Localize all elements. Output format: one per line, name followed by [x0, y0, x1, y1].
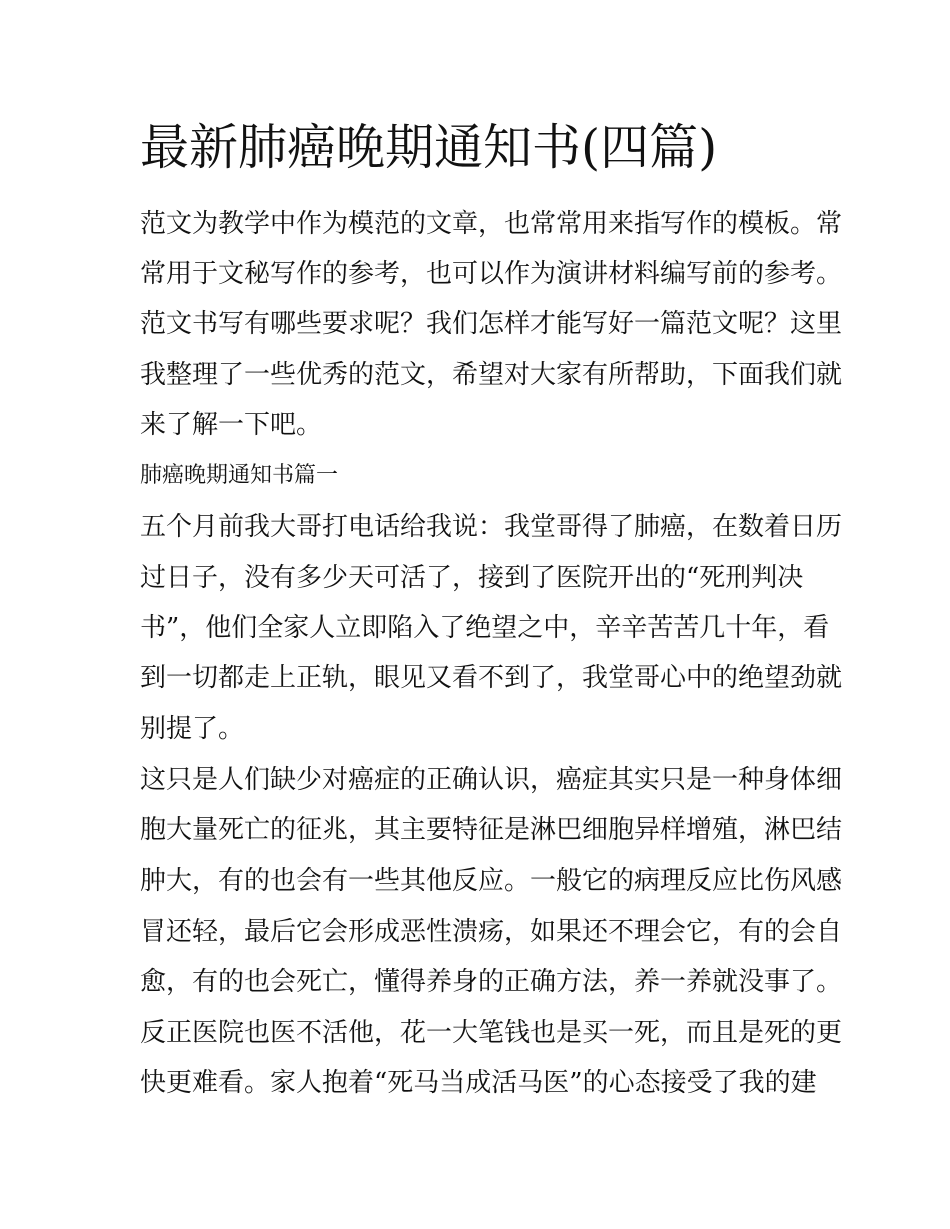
paragraph-line: 肿大，有的也会有一些其他反应。一般它的病理反应比伤风感 [140, 866, 843, 896]
paragraph-line: 冒还轻，最后它会形成恶性溃疡，如果还不理会它，有的会自 [140, 917, 843, 947]
document-title: 最新肺癌晚期通知书(四篇) [140, 119, 718, 176]
paragraph-line: 到一切都走上正轨，眼见又看不到了，我堂哥心中的绝望劲就 [140, 663, 843, 693]
paragraph-line: 愈，有的也会死亡，懂得养身的正确方法，养一养就没事了。 [140, 967, 843, 997]
paragraph-line: 范文为教学中作为模范的文章，也常常用来指写作的模板。常 [140, 209, 843, 239]
paragraph-line: 常用于文秘写作的参考，也可以作为演讲材料编写前的参考。 [140, 259, 843, 289]
section-heading: 肺癌晚期通知书篇一 [140, 463, 339, 488]
paragraph-line: 胞大量死亡的征兆，其主要特征是淋巴细胞异样增殖，淋巴结 [140, 815, 843, 845]
paragraph-line: 来了解一下吧。 [140, 410, 323, 440]
paragraph-line: 别提了。 [140, 714, 245, 744]
paragraph-line: 书”，他们全家人立即陷入了绝望之中，辛辛苦苦几十年，看 [140, 613, 830, 643]
paragraph-line: 这只是人们缺少对癌症的正确认识，癌症其实只是一种身体细 [140, 765, 843, 795]
paragraph-line: 范文书写有哪些要求呢？我们怎样才能写好一篇范文呢？这里 [140, 309, 843, 339]
paragraph-line: 过日子，没有多少天可活了，接到了医院开出的“死刑判决 [140, 563, 804, 593]
paragraph-line: 五个月前我大哥打电话给我说：我堂哥得了肺癌，在数着日历 [140, 512, 843, 542]
paragraph-line: 我整理了一些优秀的范文，希望对大家有所帮助，下面我们就 [140, 360, 843, 390]
paragraph-line: 快更难看。家人抱着“死马当成活马医”的心态接受了我的建 [140, 1068, 817, 1098]
paragraph-line: 反正医院也医不活他，花一大笔钱也是买一死，而且是死的更 [140, 1018, 843, 1048]
